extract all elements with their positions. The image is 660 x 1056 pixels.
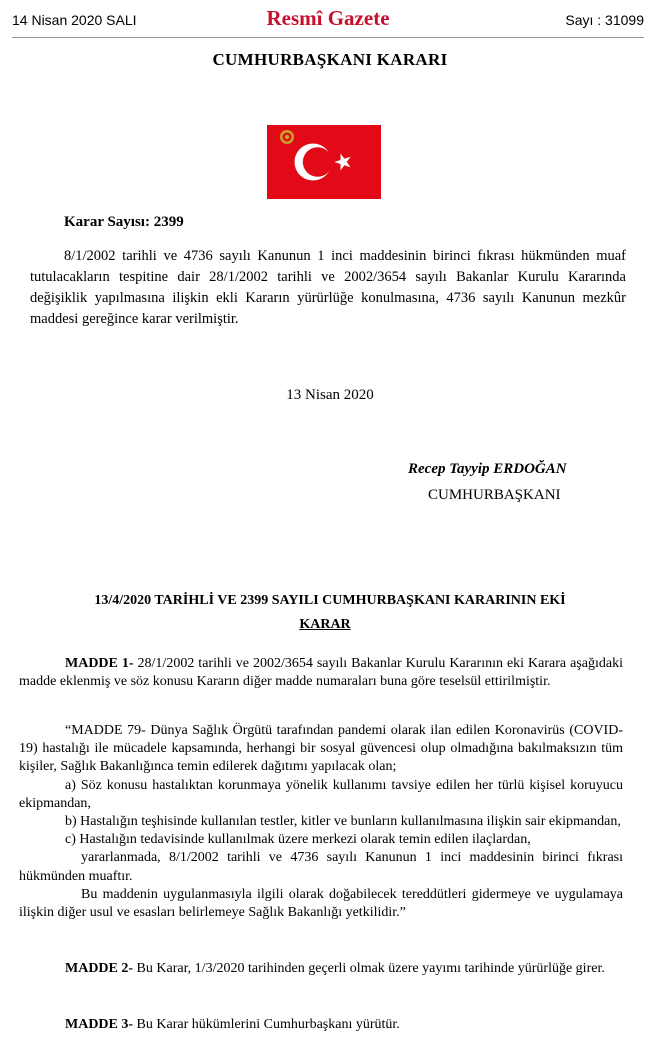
signatory-title: CUMHURBAŞKANI bbox=[428, 487, 561, 503]
decision-date: 13 Nisan 2020 bbox=[286, 387, 374, 403]
article-2 bbox=[19, 960, 623, 978]
annex-subtitle: KARAR bbox=[299, 617, 351, 632]
quote-item-b: b) Hastalığın teşhisinde kullanılan testler, kitler ve bunların kullanılmasına ilişkin sair ekipmandan, bbox=[65, 814, 621, 830]
decision-number: Karar Sayısı: 2399 bbox=[64, 214, 184, 230]
quote-item-a: a) Söz konusu hastalıktan korunmaya yönelik kullanımı tavsiye edilen her türlü kişisel koruyucu ekipmandan, bbox=[19, 777, 623, 811]
article-2-label: MADDE 2- bbox=[65, 961, 134, 976]
gazette-title: Resmî Gazete bbox=[266, 6, 390, 30]
quote-benefit: yararlanmada, 8/1/2002 tarihli ve 4736 sayılı Kanunun 1 inci maddesinin birinci fıkrası hükmünden muaftır. bbox=[19, 850, 623, 884]
article-3-label: MADDE 3- bbox=[65, 1017, 134, 1032]
article-2-text: Bu Karar, 1/3/2020 tarihinden geçerli olmak üzere yayımı tarihinde yürürlüğe girer. bbox=[133, 961, 605, 976]
article-3-text: Bu Karar hükümlerini Cumhurbaşkanı yürütür. bbox=[133, 1017, 400, 1032]
article-1-label: MADDE 1- bbox=[65, 656, 134, 671]
article-3 bbox=[19, 1016, 623, 1034]
turkish-flag-icon bbox=[267, 125, 381, 199]
quoted-article-79 bbox=[19, 722, 623, 922]
quote-closing: Bu maddenin uygulanmasıyla ilgili olarak doğabilecek tereddütleri gidermeye ve uygulamaya ilişkin diğer usul ve esasları belirlemeye Sağlık Bakanlığı yetkilidir.” bbox=[19, 886, 623, 921]
article-1-text: 28/1/2002 tarihli ve 2002/3654 sayılı Bakanlar Kurulu Kararının eki Karara aşağıdaki madde eklenmiş ve söz konusu Kararın diğer madde numaraları buna göre teselsül ettirilmiştir. bbox=[19, 656, 623, 690]
quote-item-c: c) Hastalığın tedavisinde kullanılmak üzere merkezi olarak temin edilen ilaçlardan, bbox=[65, 832, 531, 848]
decree-title: CUMHURBAŞKANI KARARI bbox=[212, 50, 448, 69]
quote-intro: “MADDE 79- Dünya Sağlık Örgütü tarafından pandemi olarak ilan edilen Koronavirüs (COVID-19) hastalığı ile mücadele kapsamında, herhangi bir sosyal güvencesi olup olmadığına bakılmaksızın tüm kişiler, Sağlık Bakanlığınca temin edilerek dağıtımı yapılacak olan; bbox=[19, 723, 623, 775]
article-1 bbox=[19, 655, 623, 691]
intro-paragraph: 8/1/2002 tarihli ve 4736 sayılı Kanunun 1 inci maddesinin birinci fıkrası hükmünden muaf tutulacakların tespitine dair 28/1/2002 tarihli ve 2002/3654 sayılı Bakanlar Kurulu Kararında değişiklik yapılmasına ilişkin ekli Kararın yürürlüğe konulmasına, 4736 sayılı Kanunun mezkûr maddesi gereğince karar verilmiştir. bbox=[30, 248, 626, 327]
annex-title: 13/4/2020 TARİHLİ VE 2399 SAYILI CUMHURBAŞKANI KARARININ EKİ bbox=[94, 593, 566, 608]
issue-number: Sayı : 31099 bbox=[565, 12, 644, 28]
masthead-divider bbox=[12, 37, 644, 38]
issue-date: 14 Nisan 2020 SALI bbox=[12, 12, 137, 28]
signatory-name: Recep Tayyip ERDOĞAN bbox=[408, 461, 567, 477]
presidential-seal-icon bbox=[280, 130, 294, 144]
